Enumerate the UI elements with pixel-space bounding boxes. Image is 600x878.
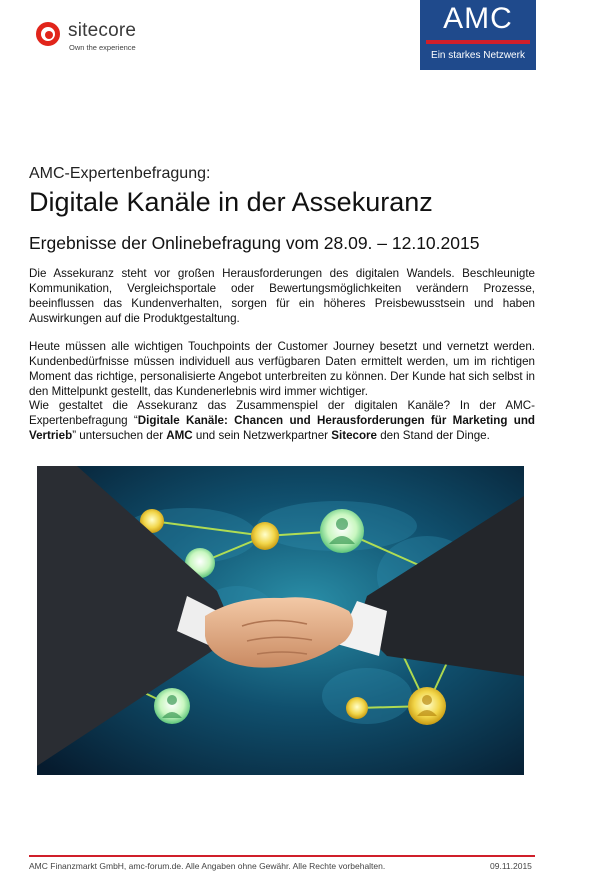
sitecore-logo xyxy=(36,20,166,56)
study-text-4: den Stand der Dinge. xyxy=(377,429,490,442)
amc-name: AMC xyxy=(166,429,193,442)
footer-date: 09.11.2015 xyxy=(490,861,532,871)
intro-paragraph: Die Assekuranz steht vor großen Herausforderungen des digitalen Wandels. Beschleunigte Kommunikation, Vergleichsportale oder Bewertungsmöglichkeiten verändern Prozesse, beeinflussen das Kundenverhalten, sorgen für ein höheres Preisbewusstsein und haben Auswirkungen auf die Produktgestaltung. xyxy=(29,267,535,325)
footer-divider xyxy=(29,855,535,857)
study-paragraph xyxy=(29,398,535,443)
footer-copyright: AMC Finanzmarkt GmbH, amc-forum.de. Alle Angaben ohne Gewähr. Alle Rechte vorbehalten. xyxy=(29,861,386,871)
amc-tagline: Ein starkes Netzwerk xyxy=(431,50,525,61)
sitecore-wordmark: sitecore xyxy=(68,20,137,41)
amc-logo xyxy=(420,0,536,70)
page-title: Digitale Kanäle in der Assekuranz xyxy=(29,187,433,217)
study-text-2: ” untersuchen der xyxy=(72,429,167,442)
amc-wordmark: AMC xyxy=(443,2,513,35)
kicker: AMC-Expertenbefragung: xyxy=(29,165,211,182)
amc-logo-bar xyxy=(426,40,530,44)
sitecore-logo-icon xyxy=(36,22,60,46)
sitecore-name: Sitecore xyxy=(331,429,378,442)
study-text-3: und sein Netzwerkpartner xyxy=(192,429,332,442)
handshake-network-image xyxy=(37,466,524,775)
sitecore-tagline: Own the experience xyxy=(69,43,136,52)
study-title: Digitale Kanäle: Chancen und Herausforderungen für Marketing und Vertrieb xyxy=(29,414,535,442)
touchpoints-paragraph: Heute müssen alle wichtigen Touchpoints der Customer Journey besetzt und vernetzt werden. Kundenbedürfnisse müssen individuell aus verfügbaren Daten ermittelt werden, um im richtigen Moment das richtige, personalisierte Angebot unterbreiten zu können. Der Kunde hat sich selbst in den Mittelpunkt gestellt, das Kundenerlebnis wird immer wichtiger. xyxy=(29,340,535,398)
study-text-1: Wie gestaltet die Assekuranz das Zusammenspiel der digitalen Kanäle? In der AMC-Expertenbefragung “ xyxy=(29,399,535,427)
page-subtitle: Ergebnisse der Onlinebefragung vom 28.09. – 12.10.2015 xyxy=(29,233,480,253)
